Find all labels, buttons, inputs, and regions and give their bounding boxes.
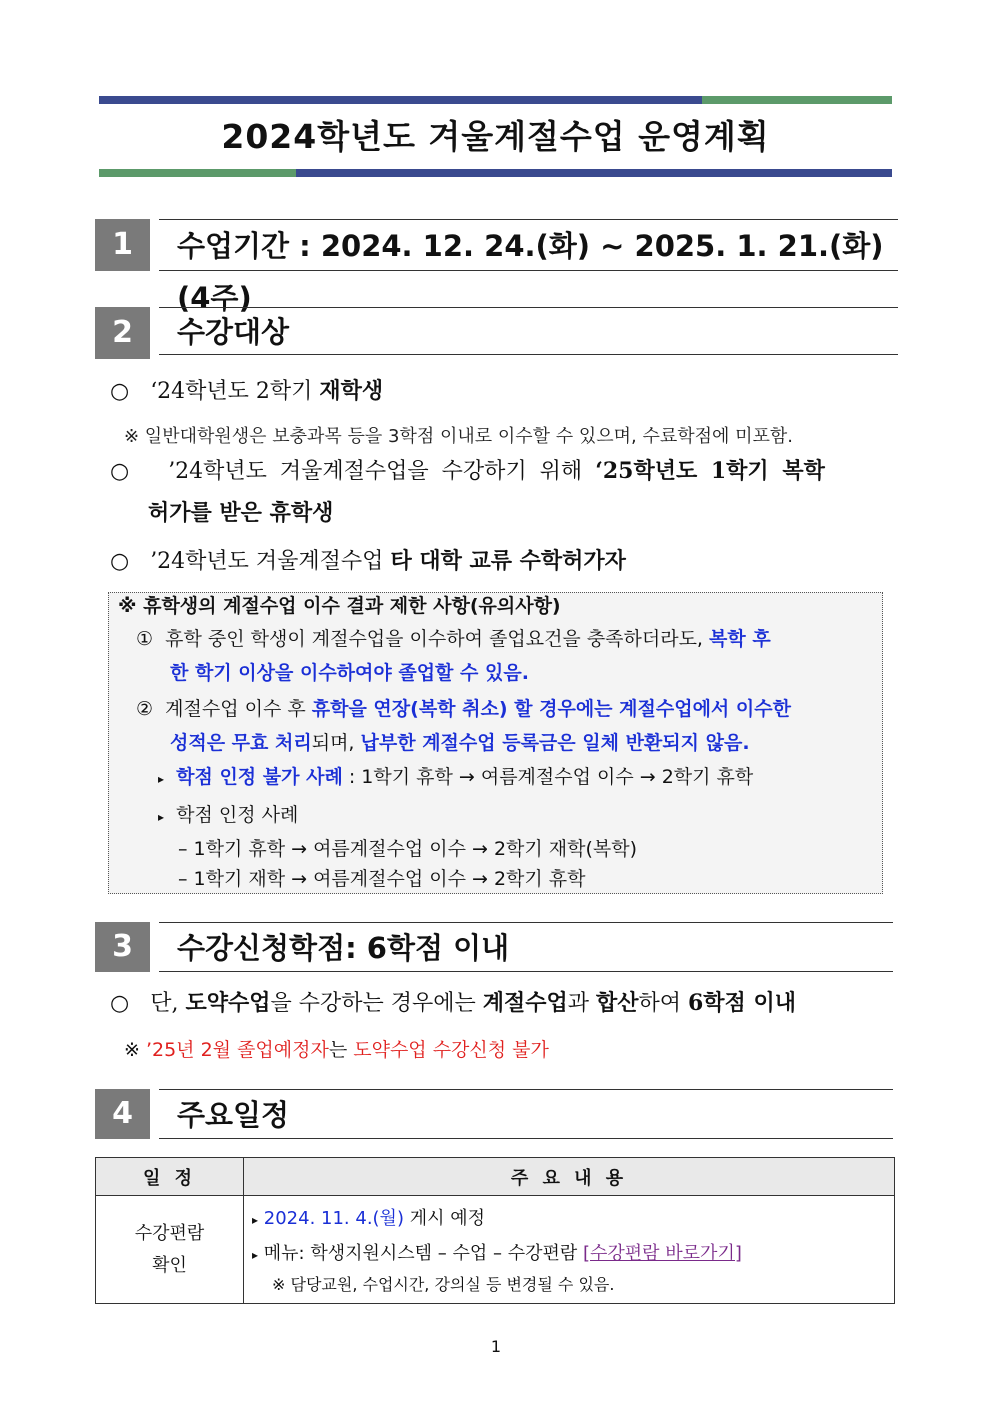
schedule-item-post-date: ▸ 2024. 11. 4.(월) 게시 예정 <box>252 1208 485 1229</box>
case-recognized-example-2: – 1학기 재학 → 여름계절수업 이수 → 2학기 휴학 <box>178 868 586 890</box>
section-4-number: 4 <box>95 1089 150 1139</box>
section-4-heading: 주요일정 <box>159 1089 893 1139</box>
page-number: 1 <box>490 1337 502 1356</box>
notice-point-1: ① 휴학 중인 학생이 계절수업을 이수하여 졸업요건을 충족하더라도, 복학 후 <box>136 628 771 650</box>
target-item-3: ○ ’24학년도 겨울계절수업 타 대학 교류 수학허가자 <box>110 548 626 574</box>
schedule-table <box>95 1157 895 1304</box>
notice-title: ※ 휴학생의 계절수업 이수 결과 제한 사항(유의사항) <box>118 595 561 617</box>
triangle-bullet-icon: ▸ <box>252 1213 259 1227</box>
schedule-header-date: 일 정 <box>96 1158 244 1196</box>
section-1-heading: 수업기간 : 2024. 12. 24.(화) ~ 2025. 1. 21.(화) (4주) <box>159 219 898 271</box>
triangle-bullet-icon: ▸ <box>252 1248 259 1262</box>
title-bottom-rule <box>99 169 892 177</box>
case-recognized-example-1: – 1학기 휴학 → 여름계절수업 이수 → 2학기 재학(복학) <box>178 838 638 860</box>
target-item-1-note: ※ 일반대학원생은 보충과목 등을 3학점 이내로 이수할 수 있으며, 수료학점에 미포함. <box>124 426 793 447</box>
section-3-number: 3 <box>95 922 150 972</box>
notice-point-1-cont: 한 학기 이상을 이수하여야 졸업할 수 있음. <box>170 662 529 684</box>
section-3-heading: 수강신청학점: 6학점 이내 <box>159 922 893 972</box>
schedule-row-label: 수강편람 확인 <box>96 1196 244 1304</box>
case-not-recognized: ▸ 학점 인정 불가 사례 : 1학기 휴학 → 여름계절수업 이수 → 2학기 휴학 <box>158 766 754 788</box>
notice-point-2-cont: 성적은 무효 처리되며, 납부한 계절수업 등록금은 일체 반환되지 않음. <box>170 732 750 754</box>
section-2-heading: 수강대상 <box>159 307 898 355</box>
section-1-number: 1 <box>95 219 150 271</box>
schedule-item-menu: ▸ 메뉴: 학생지원시스템 – 수업 – 수강편람 [수강편람 바로가기] <box>252 1243 742 1264</box>
target-item-2-cont: 허가를 받은 휴학생 <box>148 500 334 526</box>
page-title: 2024학년도 겨울계절수업 운영계획 <box>221 117 770 156</box>
title-top-rule <box>99 96 892 104</box>
section-2-number: 2 <box>95 307 150 359</box>
schedule-header-content: 주 요 내 용 <box>244 1158 895 1196</box>
target-item-1: ○ ‘24학년도 2학기 재학생 <box>110 378 384 404</box>
notice-point-2: ② 계절수업 이수 후 휴학을 연장(복학 취소) 할 경우에는 계절수업에서 이수한 <box>136 698 791 720</box>
credits-graduate-note: ※ ’25년 2월 졸업예정자는 도약수업 수강신청 불가 <box>124 1039 549 1061</box>
schedule-item-note: ※ 담당교원, 수업시간, 강의실 등 변경될 수 있음. <box>272 1275 615 1294</box>
schedule-row-content <box>244 1196 895 1304</box>
triangle-bullet-icon: ▸ <box>158 772 165 786</box>
case-recognized: ▸ 학점 인정 사례 <box>158 804 299 826</box>
triangle-bullet-icon: ▸ <box>158 810 165 824</box>
target-item-2: ○ ’24학년도 겨울계절수업을 수강하기 위해 ‘25학년도 1학기 복학 <box>110 458 825 484</box>
credits-note: ○ 단, 도약수업을 수강하는 경우에는 계절수업과 합산하여 6학점 이내 <box>110 990 796 1016</box>
course-catalog-link[interactable]: [수강편람 바로가기] <box>582 1243 742 1264</box>
